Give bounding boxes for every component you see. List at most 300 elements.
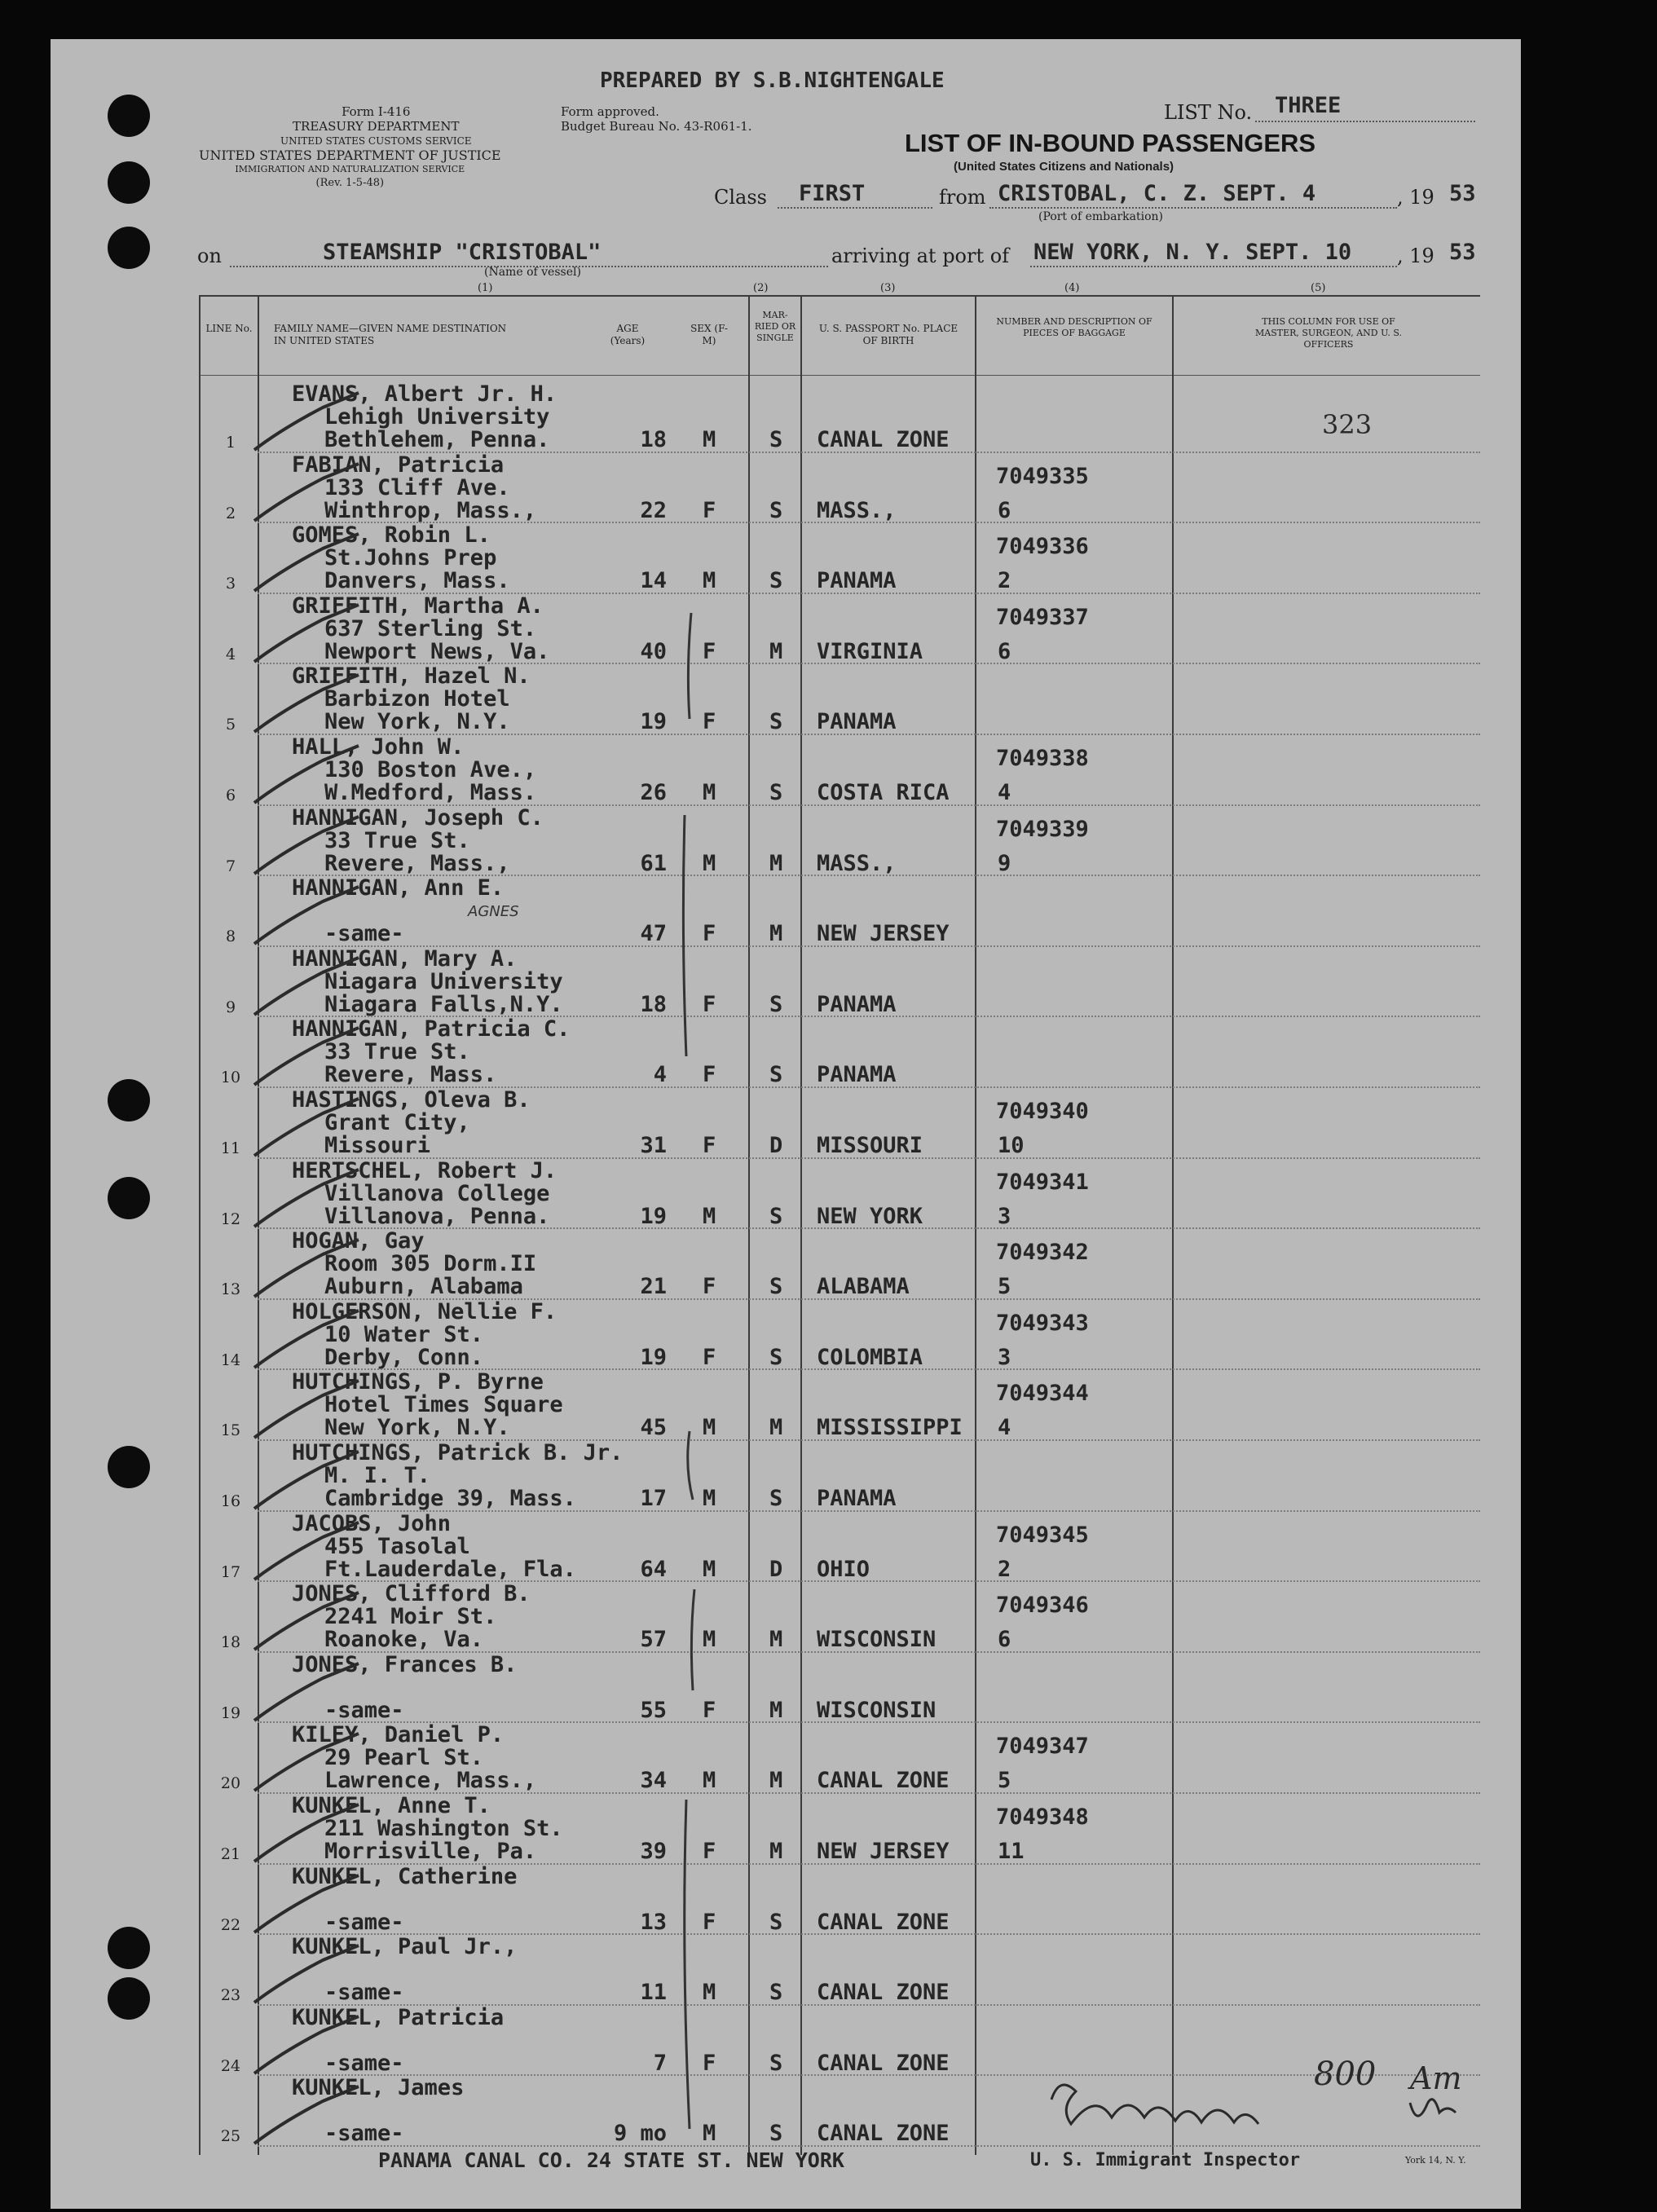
vessel-name: STEAMSHIP "CRISTOBAL": [323, 240, 602, 265]
on-label: on: [197, 245, 222, 267]
place-of-birth: PANAMA: [817, 568, 897, 594]
line-number: 12: [220, 1210, 241, 1228]
class-label: Class: [714, 186, 767, 209]
line-number: 8: [225, 928, 236, 946]
col-header-married-text: MAR- RIED OR SINGLE: [754, 310, 796, 343]
sex-value: F: [703, 1909, 716, 1935]
destination-line-2: -same-: [324, 2050, 404, 2076]
treasury-department: TREASURY DEPARTMENT: [293, 119, 460, 134]
destination-line-1: 211 Washington St.: [324, 1816, 563, 1841]
passport-number: 7049337: [996, 604, 1089, 630]
marital-status: D: [769, 1556, 783, 1582]
passport-number: 7049336: [996, 534, 1089, 560]
check-mark-icon: [249, 742, 372, 808]
age-value: 45: [640, 1415, 667, 1441]
sex-value: F: [703, 991, 716, 1017]
check-mark-icon: [249, 601, 372, 667]
officer-mark: 323: [1322, 409, 1373, 440]
sex-value: F: [703, 2050, 716, 2076]
sex-value: F: [703, 1062, 716, 1088]
line-number: 1: [225, 434, 236, 452]
age-value: 14: [640, 568, 667, 594]
baggage-count: 5: [998, 1274, 1011, 1300]
destination-line-1: 33 True St.: [324, 827, 470, 853]
signature-time: 800: [1314, 2056, 1377, 2093]
marital-status: S: [769, 780, 783, 805]
line-number: 22: [220, 1915, 241, 1934]
line-number: 21: [220, 1845, 241, 1863]
marital-status: M: [769, 1768, 783, 1794]
marital-status: S: [769, 568, 783, 594]
table-row: [0, 805, 1657, 876]
col-header-line-no: [205, 323, 253, 335]
age-value: 7: [653, 2050, 667, 2076]
table-row: [0, 2005, 1657, 2076]
check-mark-icon: [249, 1024, 372, 1090]
marital-status: S: [769, 709, 783, 735]
passenger-name: HUTCHINGS, P. Byrne: [292, 1369, 544, 1395]
destination-line-2: Missouri: [324, 1133, 431, 1158]
header-bottom-border: [199, 375, 1480, 376]
marital-status: S: [769, 991, 783, 1017]
sex-value: F: [703, 709, 716, 735]
place-of-birth: COLOMBIA: [817, 1344, 923, 1370]
baggage-count: 5: [998, 1768, 1011, 1794]
destination-line-2: Winthrop, Mass.,: [324, 497, 537, 523]
place-of-birth: VIRGINIA: [817, 638, 923, 664]
passenger-name: JONES, Frances B.: [292, 1651, 518, 1677]
table-row: [0, 1440, 1657, 1511]
from-value: CRISTOBAL, C. Z. SEPT. 4: [998, 181, 1316, 206]
arriving-value: NEW YORK, N. Y. SEPT. 10: [1033, 240, 1352, 265]
marital-status: M: [769, 850, 783, 876]
table-row: [0, 381, 1657, 452]
destination-line-2: Auburn, Alabama: [324, 1274, 523, 1300]
marital-status: M: [769, 638, 783, 664]
ins-title: IMMIGRATION AND NATURALIZATION SERVICE: [235, 164, 465, 174]
age-value: 19: [640, 709, 667, 735]
place-of-birth: MISSISSIPPI: [817, 1415, 963, 1441]
check-mark-icon: [249, 1448, 372, 1514]
place-of-birth: MASS.,: [817, 850, 897, 876]
check-mark-icon: [249, 1589, 372, 1655]
passenger-name: GRIFFITH, Martha A.: [292, 593, 544, 619]
footer-printer: York 14, N. Y.: [1405, 2155, 1466, 2166]
table-row: [0, 1934, 1657, 2005]
place-of-birth: CANAL ZONE: [817, 1909, 950, 1935]
age-value: 64: [640, 1556, 667, 1582]
destination-line-2: Morrisville, Pa.: [324, 1839, 537, 1864]
passport-number: 7049346: [996, 1593, 1089, 1619]
marital-status: S: [769, 497, 783, 523]
from-underline: [989, 207, 1397, 209]
passenger-name: HOLGERSON, Nellie F.: [292, 1298, 557, 1324]
line-number: 23: [220, 1986, 241, 2005]
agnes-handwritten: AGNES: [468, 903, 519, 920]
destination-line-1: 2241 Moir St.: [324, 1604, 497, 1630]
line-number: 10: [220, 1069, 241, 1087]
passenger-name: HOGAN, Gay: [292, 1228, 425, 1254]
destination-line-1: M. I. T.: [324, 1463, 431, 1488]
binder-hole: [108, 95, 150, 137]
sex-value: F: [703, 921, 716, 947]
table-row: [0, 1299, 1657, 1370]
passenger-name: HUTCHINGS, Patrick B. Jr.: [292, 1440, 624, 1465]
place-of-birth: MASS.,: [817, 497, 897, 523]
col-header-sex-text: SEX (F-M): [690, 323, 728, 346]
footer-company: PANAMA CANAL CO. 24 STATE ST. NEW YORK: [378, 2148, 844, 2172]
marital-status: S: [769, 2050, 783, 2076]
passenger-name: HALL, John W.: [292, 734, 465, 760]
table-row: [0, 1864, 1657, 1935]
line-number: 18: [220, 1633, 241, 1652]
destination-line-1: 33 True St.: [324, 1039, 470, 1065]
passenger-name: KILEY, Daniel P.: [292, 1722, 505, 1748]
sex-value: F: [703, 1697, 716, 1723]
age-value: 9 mo: [613, 2121, 667, 2147]
passenger-name: HANNIGAN, Patricia C.: [292, 1016, 571, 1042]
destination-line-2: Revere, Mass.,: [324, 850, 510, 876]
destination-line-1: Villanova College: [324, 1180, 550, 1206]
passport-number: 7049342: [996, 1240, 1089, 1266]
table-row: [0, 1581, 1657, 1652]
destination-line-2: New York, N.Y.: [324, 1415, 510, 1441]
passenger-name: KUNKEL, Patricia: [292, 2004, 505, 2030]
passport-number: 7049335: [996, 463, 1089, 489]
sex-value: F: [703, 638, 716, 664]
col-number-2: (2): [753, 282, 769, 294]
table-row: [0, 946, 1657, 1017]
table-row: [0, 1652, 1657, 1723]
from-year-prefix: , 19: [1397, 186, 1434, 209]
page-title: LIST OF IN-BOUND PASSENGERS: [905, 129, 1316, 157]
baggage-count: 9: [998, 850, 1011, 876]
sex-value: M: [703, 1203, 716, 1229]
table-row: [0, 734, 1657, 805]
place-of-birth: WISCONSIN: [817, 1697, 936, 1723]
col-header-passport-text: U. S. PASSPORT No. PLACE OF BIRTH: [818, 323, 959, 346]
col-number-3: (3): [880, 282, 896, 294]
passport-number: 7049343: [996, 1310, 1089, 1336]
arriving-year-prefix: , 19: [1397, 245, 1434, 267]
check-mark-icon: [249, 1236, 372, 1302]
col-number-4: (4): [1064, 282, 1080, 294]
col-header-baggage-text: NUMBER AND DESCRIPTION OF PIECES OF BAGGAGE: [996, 316, 1152, 338]
age-value: 39: [640, 1839, 667, 1864]
check-mark-icon: [249, 1730, 372, 1796]
line-number: 7: [225, 857, 236, 875]
marital-status: D: [769, 1133, 783, 1158]
line-number: 2: [225, 504, 236, 522]
col-header-name: [274, 323, 518, 347]
check-mark-icon: [249, 1660, 372, 1725]
place-of-birth: NEW JERSEY: [817, 921, 950, 947]
destination-line-2: Bethlehem, Penna.: [324, 427, 550, 452]
marital-status: S: [769, 1062, 783, 1088]
marital-status: S: [769, 1486, 783, 1511]
check-mark-icon: [249, 813, 372, 879]
place-of-birth: NEW JERSEY: [817, 1839, 950, 1864]
line-number: 24: [220, 2056, 241, 2075]
age-value: 19: [640, 1344, 667, 1370]
passenger-name: KUNKEL, Anne T.: [292, 1793, 491, 1818]
age-value: 19: [640, 1203, 667, 1229]
place-of-birth: PANAMA: [817, 1486, 897, 1511]
passenger-name: JACOBS, John: [292, 1510, 452, 1536]
col-number-5: (5): [1311, 282, 1326, 294]
sex-value: M: [703, 1627, 716, 1653]
check-mark-icon: [249, 672, 372, 737]
arriving-label: arriving at port of: [831, 245, 1010, 267]
table-row: [0, 522, 1657, 593]
place-of-birth: CANAL ZONE: [817, 427, 950, 452]
destination-line-2: Newport News, Va.: [324, 638, 550, 664]
check-mark-icon: [249, 460, 372, 526]
sex-value: F: [703, 1274, 716, 1300]
table-row: [0, 1016, 1657, 1087]
place-of-birth: CANAL ZONE: [817, 1768, 950, 1794]
baggage-count: 11: [998, 1839, 1025, 1864]
form-number: Form I-416: [342, 104, 411, 119]
baggage-count: 10: [998, 1133, 1025, 1158]
sex-value: M: [703, 2121, 716, 2147]
destination-line-2: Revere, Mass.: [324, 1062, 497, 1088]
destination-line-2: Niagara Falls,N.Y.: [324, 991, 563, 1017]
marital-status: M: [769, 1839, 783, 1864]
page-subtitle: (United States Citizens and Nationals): [954, 160, 1174, 174]
passenger-name: HERTSCHEL, Robert J.: [292, 1157, 557, 1183]
line-number: 14: [220, 1351, 241, 1369]
marital-status: M: [769, 1697, 783, 1723]
destination-line-1: 637 Sterling St.: [324, 615, 537, 641]
passport-number: 7049338: [996, 746, 1089, 771]
sex-value: M: [703, 780, 716, 805]
col-header-married: [750, 310, 800, 344]
baggage-count: 3: [998, 1203, 1011, 1229]
destination-line-1: Grant City,: [324, 1110, 470, 1135]
destination-line-2: -same-: [324, 921, 404, 947]
table-row: [0, 593, 1657, 664]
destination-line-1: 10 Water St.: [324, 1321, 484, 1347]
destination-line-2: Lawrence, Mass.,: [324, 1768, 537, 1794]
line-number: 13: [220, 1280, 241, 1299]
port-caption: (Port of embarkation): [1038, 210, 1163, 223]
age-value: 11: [640, 1980, 667, 2006]
check-mark-icon: [249, 531, 372, 596]
sex-value: M: [703, 427, 716, 452]
age-value: 18: [640, 991, 667, 1017]
list-no-value: THREE: [1275, 93, 1342, 118]
place-of-birth: WISCONSIN: [817, 1627, 936, 1653]
revision: (Rev. 1-5-48): [315, 177, 385, 189]
line-number: 4: [225, 645, 236, 663]
place-of-birth: PANAMA: [817, 1062, 897, 1088]
from-year: 53: [1449, 181, 1476, 206]
budget-bureau: Budget Bureau No. 43-R061-1.: [561, 119, 752, 134]
destination-line-2: New York, N.Y.: [324, 709, 510, 735]
sex-value: M: [703, 1486, 716, 1511]
table-row: [0, 1087, 1657, 1158]
col-header-name-text: FAMILY NAME—GIVEN NAME DESTINATION IN UNITED STATES: [274, 323, 507, 346]
col-header-passport: [815, 323, 962, 347]
destination-line-2: -same-: [324, 1909, 404, 1935]
table-row: [0, 663, 1657, 734]
marital-status: S: [769, 427, 783, 452]
table-row: [0, 875, 1657, 946]
sex-value: M: [703, 1556, 716, 1582]
passport-number: 7049341: [996, 1169, 1089, 1195]
marital-status: S: [769, 1909, 783, 1935]
row-divider: [258, 2145, 1480, 2147]
line-number: 9: [225, 998, 236, 1016]
col-header-age-text: AGE (Years): [610, 323, 646, 346]
baggage-count: 6: [998, 1627, 1011, 1653]
class-value: FIRST: [799, 181, 866, 206]
arriving-underline: [1030, 266, 1397, 267]
sex-value: M: [703, 1415, 716, 1441]
destination-line-2: -same-: [324, 1697, 404, 1723]
place-of-birth: OHIO: [817, 1556, 870, 1582]
doj-title: UNITED STATES DEPARTMENT OF JUSTICE: [199, 148, 501, 163]
check-mark-icon: [249, 2083, 372, 2148]
age-value: 34: [640, 1768, 667, 1794]
sex-value: F: [703, 1839, 716, 1864]
destination-line-1: Room 305 Dorm.II: [324, 1251, 537, 1277]
list-no-underline: [1255, 121, 1475, 122]
col-header-officers: [1239, 316, 1418, 350]
approval-block: [561, 104, 752, 134]
age-value: 55: [640, 1697, 667, 1723]
col-header-age: [605, 323, 650, 347]
place-of-birth: CANAL ZONE: [817, 1980, 950, 2006]
destination-line-2: -same-: [324, 2121, 404, 2147]
binder-hole: [108, 227, 150, 269]
passenger-name: HANNIGAN, Ann E.: [292, 875, 505, 901]
age-value: 13: [640, 1909, 667, 1935]
marital-status: M: [769, 921, 783, 947]
age-value: 61: [640, 850, 667, 876]
destination-line-1: Lehigh University: [324, 404, 550, 430]
customs-service: UNITED STATES CUSTOMS SERVICE: [280, 135, 472, 147]
destination-line-2: Danvers, Mass.: [324, 568, 510, 594]
marital-status: S: [769, 1274, 783, 1300]
vessel-caption: (Name of vessel): [484, 266, 581, 279]
table-row: [0, 452, 1657, 523]
line-number: 11: [220, 1139, 241, 1157]
class-underline: [778, 207, 932, 209]
place-of-birth: PANAMA: [817, 709, 897, 735]
line-number: 20: [220, 1774, 241, 1793]
form-approved: Form approved.: [561, 104, 659, 119]
check-mark-icon: [249, 1377, 372, 1443]
line-number: 25: [220, 2127, 241, 2146]
check-mark-icon: [249, 954, 372, 1020]
destination-line-2: Ft.Lauderdale, Fla.: [324, 1556, 576, 1582]
line-number: 17: [220, 1562, 241, 1581]
passenger-name: HANNIGAN, Joseph C.: [292, 804, 544, 831]
destination-line-2: Derby, Conn.: [324, 1344, 484, 1370]
marital-status: M: [769, 1415, 783, 1441]
table-row: [0, 1722, 1657, 1793]
destination-line-2: Villanova, Penna.: [324, 1203, 550, 1229]
destination-line-1: 455 Tasolal: [324, 1533, 470, 1559]
place-of-birth: PANAMA: [817, 991, 897, 1017]
check-mark-icon: [249, 1801, 372, 1866]
destination-line-2: Cambridge 39, Mass.: [324, 1486, 576, 1511]
age-value: 31: [640, 1133, 667, 1158]
check-mark-icon: [249, 1095, 372, 1161]
sex-value: M: [703, 1980, 716, 2006]
age-value: 18: [640, 427, 667, 452]
doj-block: [199, 148, 501, 190]
col-header-line-no-text: LINE No.: [205, 323, 253, 334]
place-of-birth: COSTA RICA: [817, 780, 950, 805]
table-top-border: [199, 295, 1480, 297]
col-header-baggage: [978, 316, 1170, 339]
destination-line-2: Roanoke, Va.: [324, 1627, 484, 1653]
sex-value: F: [703, 1133, 716, 1158]
baggage-count: 2: [998, 568, 1011, 594]
check-mark-icon: [249, 1307, 372, 1373]
col-header-sex: [686, 323, 732, 347]
col-number-1: (1): [478, 282, 493, 294]
line-number: 5: [225, 716, 236, 734]
age-value: 22: [640, 497, 667, 523]
place-of-birth: CANAL ZONE: [817, 2121, 950, 2147]
passport-number: 7049339: [996, 816, 1089, 842]
age-value: 4: [653, 1062, 667, 1088]
sex-value: M: [703, 1768, 716, 1794]
passenger-name: GOMES, Robin L.: [292, 522, 491, 549]
marital-status: S: [769, 1344, 783, 1370]
table-row: [0, 1369, 1657, 1440]
baggage-count: 2: [998, 1556, 1011, 1582]
passport-number: 7049347: [996, 1734, 1089, 1760]
line-number: 16: [220, 1492, 241, 1510]
marital-status: S: [769, 1203, 783, 1229]
passenger-name: HASTINGS, Oleva B.: [292, 1087, 531, 1113]
age-value: 17: [640, 1486, 667, 1511]
passport-number: 7049345: [996, 1522, 1089, 1548]
baggage-count: 6: [998, 497, 1011, 523]
passenger-name: GRIFFITH, Hazel N.: [292, 663, 531, 690]
check-mark-icon: [249, 1166, 372, 1232]
arriving-year: 53: [1449, 240, 1476, 265]
destination-line-2: W.Medford, Mass.: [324, 780, 537, 805]
destination-line-1: St.Johns Prep: [324, 545, 497, 571]
check-mark-icon: [249, 1519, 372, 1584]
footer-inspector: U. S. Immigrant Inspector: [1030, 2150, 1301, 2170]
from-label: from: [939, 186, 986, 209]
sex-value: M: [703, 568, 716, 594]
signature-suffix: Am: [1410, 2060, 1462, 2096]
place-of-birth: MISSOURI: [817, 1133, 923, 1158]
baggage-count: 4: [998, 780, 1011, 805]
table-row: [0, 2075, 1657, 2146]
passport-number: 7049340: [996, 1099, 1089, 1124]
passport-number: 7049344: [996, 1381, 1089, 1407]
passenger-name: KUNKEL, Paul Jr.,: [292, 1934, 518, 1960]
baggage-count: 3: [998, 1344, 1011, 1370]
table-row: [0, 1228, 1657, 1299]
sex-value: M: [703, 850, 716, 876]
prepared-by: PREPARED BY S.B.NIGHTENGALE: [600, 68, 945, 93]
place-of-birth: NEW YORK: [817, 1203, 923, 1229]
line-number: 6: [225, 787, 236, 804]
table-row: [0, 1511, 1657, 1582]
age-value: 57: [640, 1627, 667, 1653]
destination-line-1: 29 Pearl St.: [324, 1745, 484, 1771]
